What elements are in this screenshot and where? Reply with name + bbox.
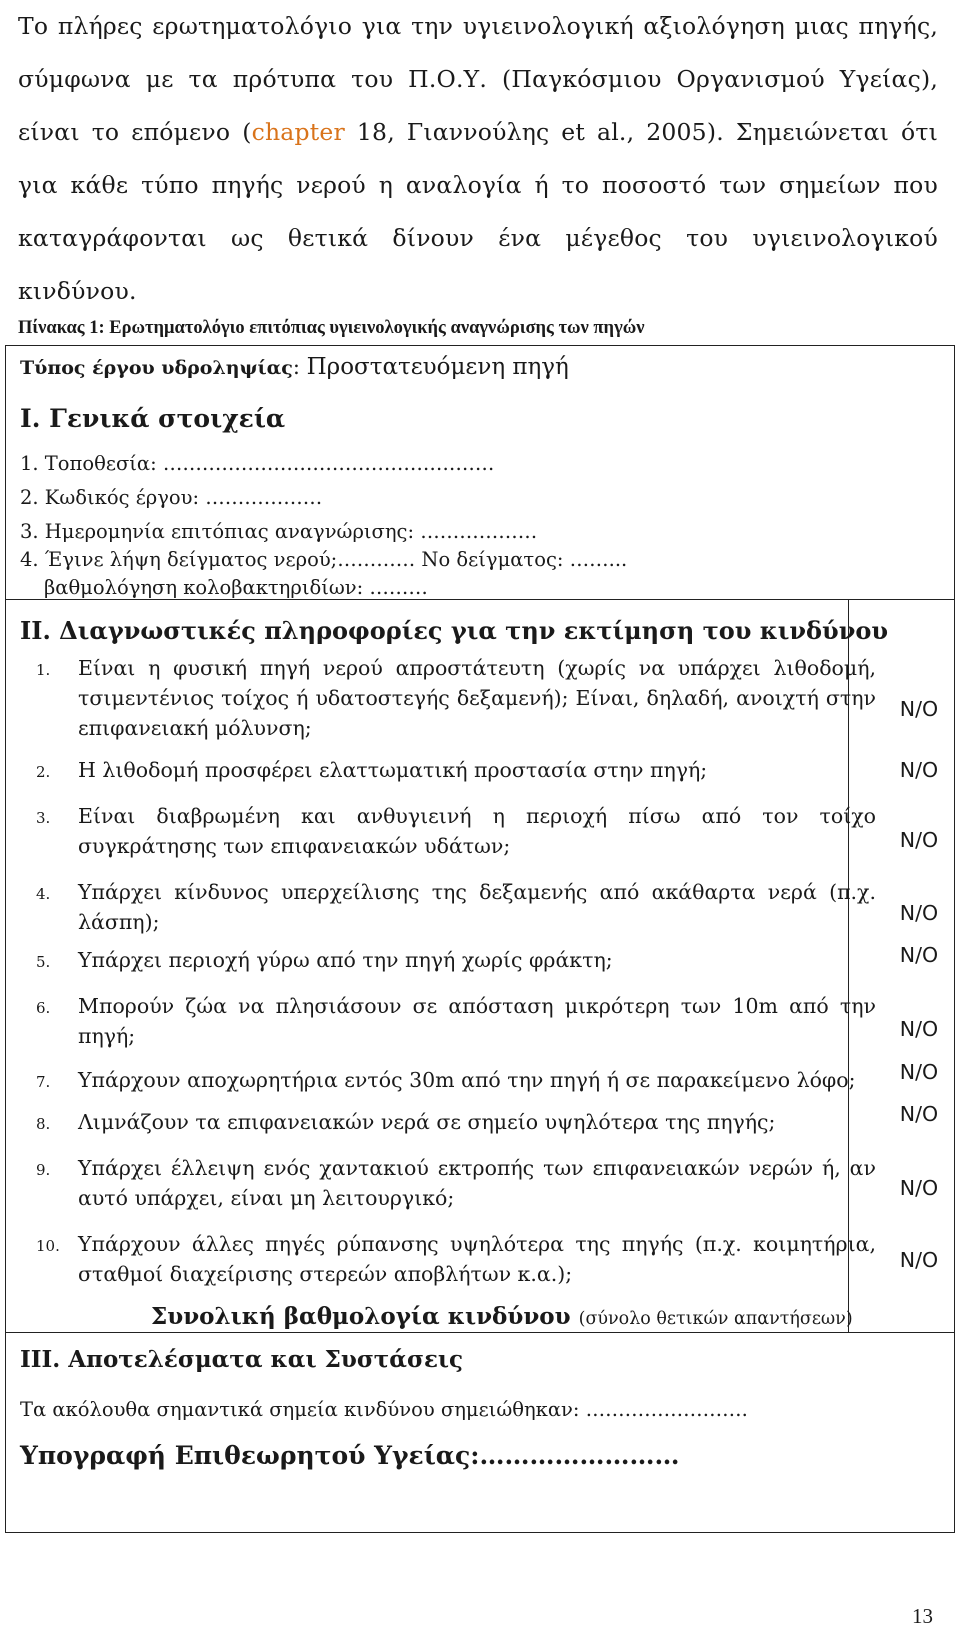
table-caption: Πίνακας 1: Ερωτηματολόγιο επιτόπιας υγιεινολογικής αναγνώρισης των πηγών (18, 318, 645, 338)
question-text: Είναι η φυσική πηγή νερού απροστάτευτη (χωρίς να υπάρχει λιθοδομή, τσιμεντένιος τοίχος ή υδατοστεγής δεξαμενή); Είναι, δηλαδή, ανοιχτή στην επιφανειακή μόλυνση; (78, 656, 876, 740)
work-type-value: Προστατευόμενη πηγή (306, 354, 569, 380)
intro-paragraph: Το πλήρες ερωτηματολόγιο για την υγιεινολογική αξιολόγηση μιας πηγής, σύμφωνα με τα πρότυπα του Π.Ο.Υ. (Παγκόσμιου Οργανισμού Υγείας), είναι το επόμενο (chapter 18, Γιαννούλης et al., 2005). Σημειώνεται ότι για κάθε τύπο πηγής νερού η αναλογία ή το ποσοστό των σημείων που καταγράφονται ως θετικά δίνουν ένα μέγεθος του υγιεινολογικού κινδύνου. (18, 12, 938, 305)
question-number: 3. (36, 809, 51, 827)
answer-toggle[interactable]: N/O (899, 1060, 939, 1084)
table-divider-answers (848, 599, 954, 600)
question-number: 9. (36, 1161, 51, 1179)
question-text: Υπάρχει έλλειψη ενός χαντακιού εκτροπής των επιφανειακών νερών ή, αν αυτό υπάρχει, είναι μη λειτουργικό; (78, 1156, 876, 1210)
question-text: Λιμνάζουν τα επιφανειακών νερά σε σημείο υψηλότερα της πηγής; (78, 1110, 776, 1134)
answer-toggle[interactable]: N/O (899, 758, 939, 782)
question-number: 8. (36, 1115, 51, 1133)
answer-toggle[interactable]: N/O (899, 1176, 939, 1200)
sample-field[interactable]: 4. Έγινε λήψη δείγματος νερού;………… Νο δείγματος: ……... (20, 548, 628, 571)
question-number: 6. (36, 999, 51, 1017)
answer-toggle[interactable]: N/O (899, 828, 939, 852)
coliform-score-field[interactable]: βαθμολόγηση κολοβακτηριδίων: ……… (44, 576, 428, 599)
total-risk-score-label: Συνολική βαθμολογία κινδύνου (151, 1303, 571, 1330)
inspection-date-field[interactable]: 3. Ημερομηνία επιτόπιας αναγνώρισης: ……………… (20, 520, 538, 543)
total-risk-score-row (151, 1303, 853, 1330)
answer-toggle[interactable]: N/O (899, 1017, 939, 1041)
question-text: Είναι διαβρωμένη και ανθυγιεινή η περιοχή πίσω από τον τοίχο συγκράτησης των επιφανειακών υδάτων; (78, 804, 876, 858)
total-risk-score-note: (σύνολο θετικών απαντήσεων) (578, 1309, 853, 1329)
table-divider-bottom (6, 1332, 954, 1333)
work-type-row: Τύπος έργου υδροληψίας: Προστατευόμενη πηγή (20, 354, 569, 380)
section-results-title: III. Αποτελέσματα και Συστάσεις (20, 1346, 464, 1373)
answer-toggle[interactable]: N/O (899, 1102, 939, 1126)
question-number: 1. (36, 661, 51, 679)
citation-link[interactable]: chapter (251, 118, 345, 146)
section-general-title: I. Γενικά στοιχεία (20, 404, 286, 433)
location-field[interactable]: 1. Τοποθεσία: …………………………………………… (20, 452, 495, 475)
questionnaire-table (5, 345, 955, 1533)
risk-points-field[interactable]: Τα ακόλουθα σημαντικά σημεία κινδύνου σημειώθηκαν: ……………………. (20, 1398, 748, 1421)
question-number: 2. (36, 763, 51, 781)
work-type-label: Τύπος έργου υδροληψίας (20, 357, 293, 379)
project-code-field[interactable]: 2. Κωδικός έργου: ……………… (20, 486, 323, 509)
question-text: Μπορούν ζώα να πλησιάσουν σε απόσταση μικρότερη των 10m από την πηγή; (78, 994, 876, 1048)
answer-toggle[interactable]: N/O (899, 697, 939, 721)
question-text: Υπάρχει κίνδυνος υπερχείλισης της δεξαμενής από ακάθαρτα νερά (π.χ. λάσπη); (78, 880, 876, 934)
answer-toggle[interactable]: N/O (899, 1248, 939, 1272)
question-number: 4. (36, 885, 51, 903)
question-number: 10. (36, 1237, 60, 1255)
question-number: 5. (36, 953, 51, 971)
answer-toggle[interactable]: N/O (899, 943, 939, 967)
section-diagnostics-title: II. Διαγνωστικές πληροφορίες για την εκτίμηση του κινδύνου (20, 616, 889, 645)
question-text: Η λιθοδομή προσφέρει ελαττωματική προστασία στην πηγή; (78, 758, 708, 782)
inspector-signature-field[interactable]: Υπογραφή Επιθεωρητού Υγείας:…………………… (20, 1441, 680, 1470)
question-text: Υπάρχουν αποχωρητήρια εντός 30m από την πηγή ή σε παρακείμενο λόφο; (78, 1068, 856, 1092)
page-number: 13 (912, 1604, 933, 1628)
question-number: 7. (36, 1073, 51, 1091)
question-text: Υπάρχουν άλλες πηγές ρύπανσης υψηλότερα της πηγής (π.χ. κοιμητήρια, σταθμοί διαχείρισης στερεών αποβλήτων κ.α.); (78, 1232, 876, 1286)
answer-toggle[interactable]: N/O (899, 901, 939, 925)
table-divider-top (6, 599, 849, 600)
question-text: Υπάρχει περιοχή γύρω από την πηγή χωρίς φράκτη; (78, 948, 613, 972)
